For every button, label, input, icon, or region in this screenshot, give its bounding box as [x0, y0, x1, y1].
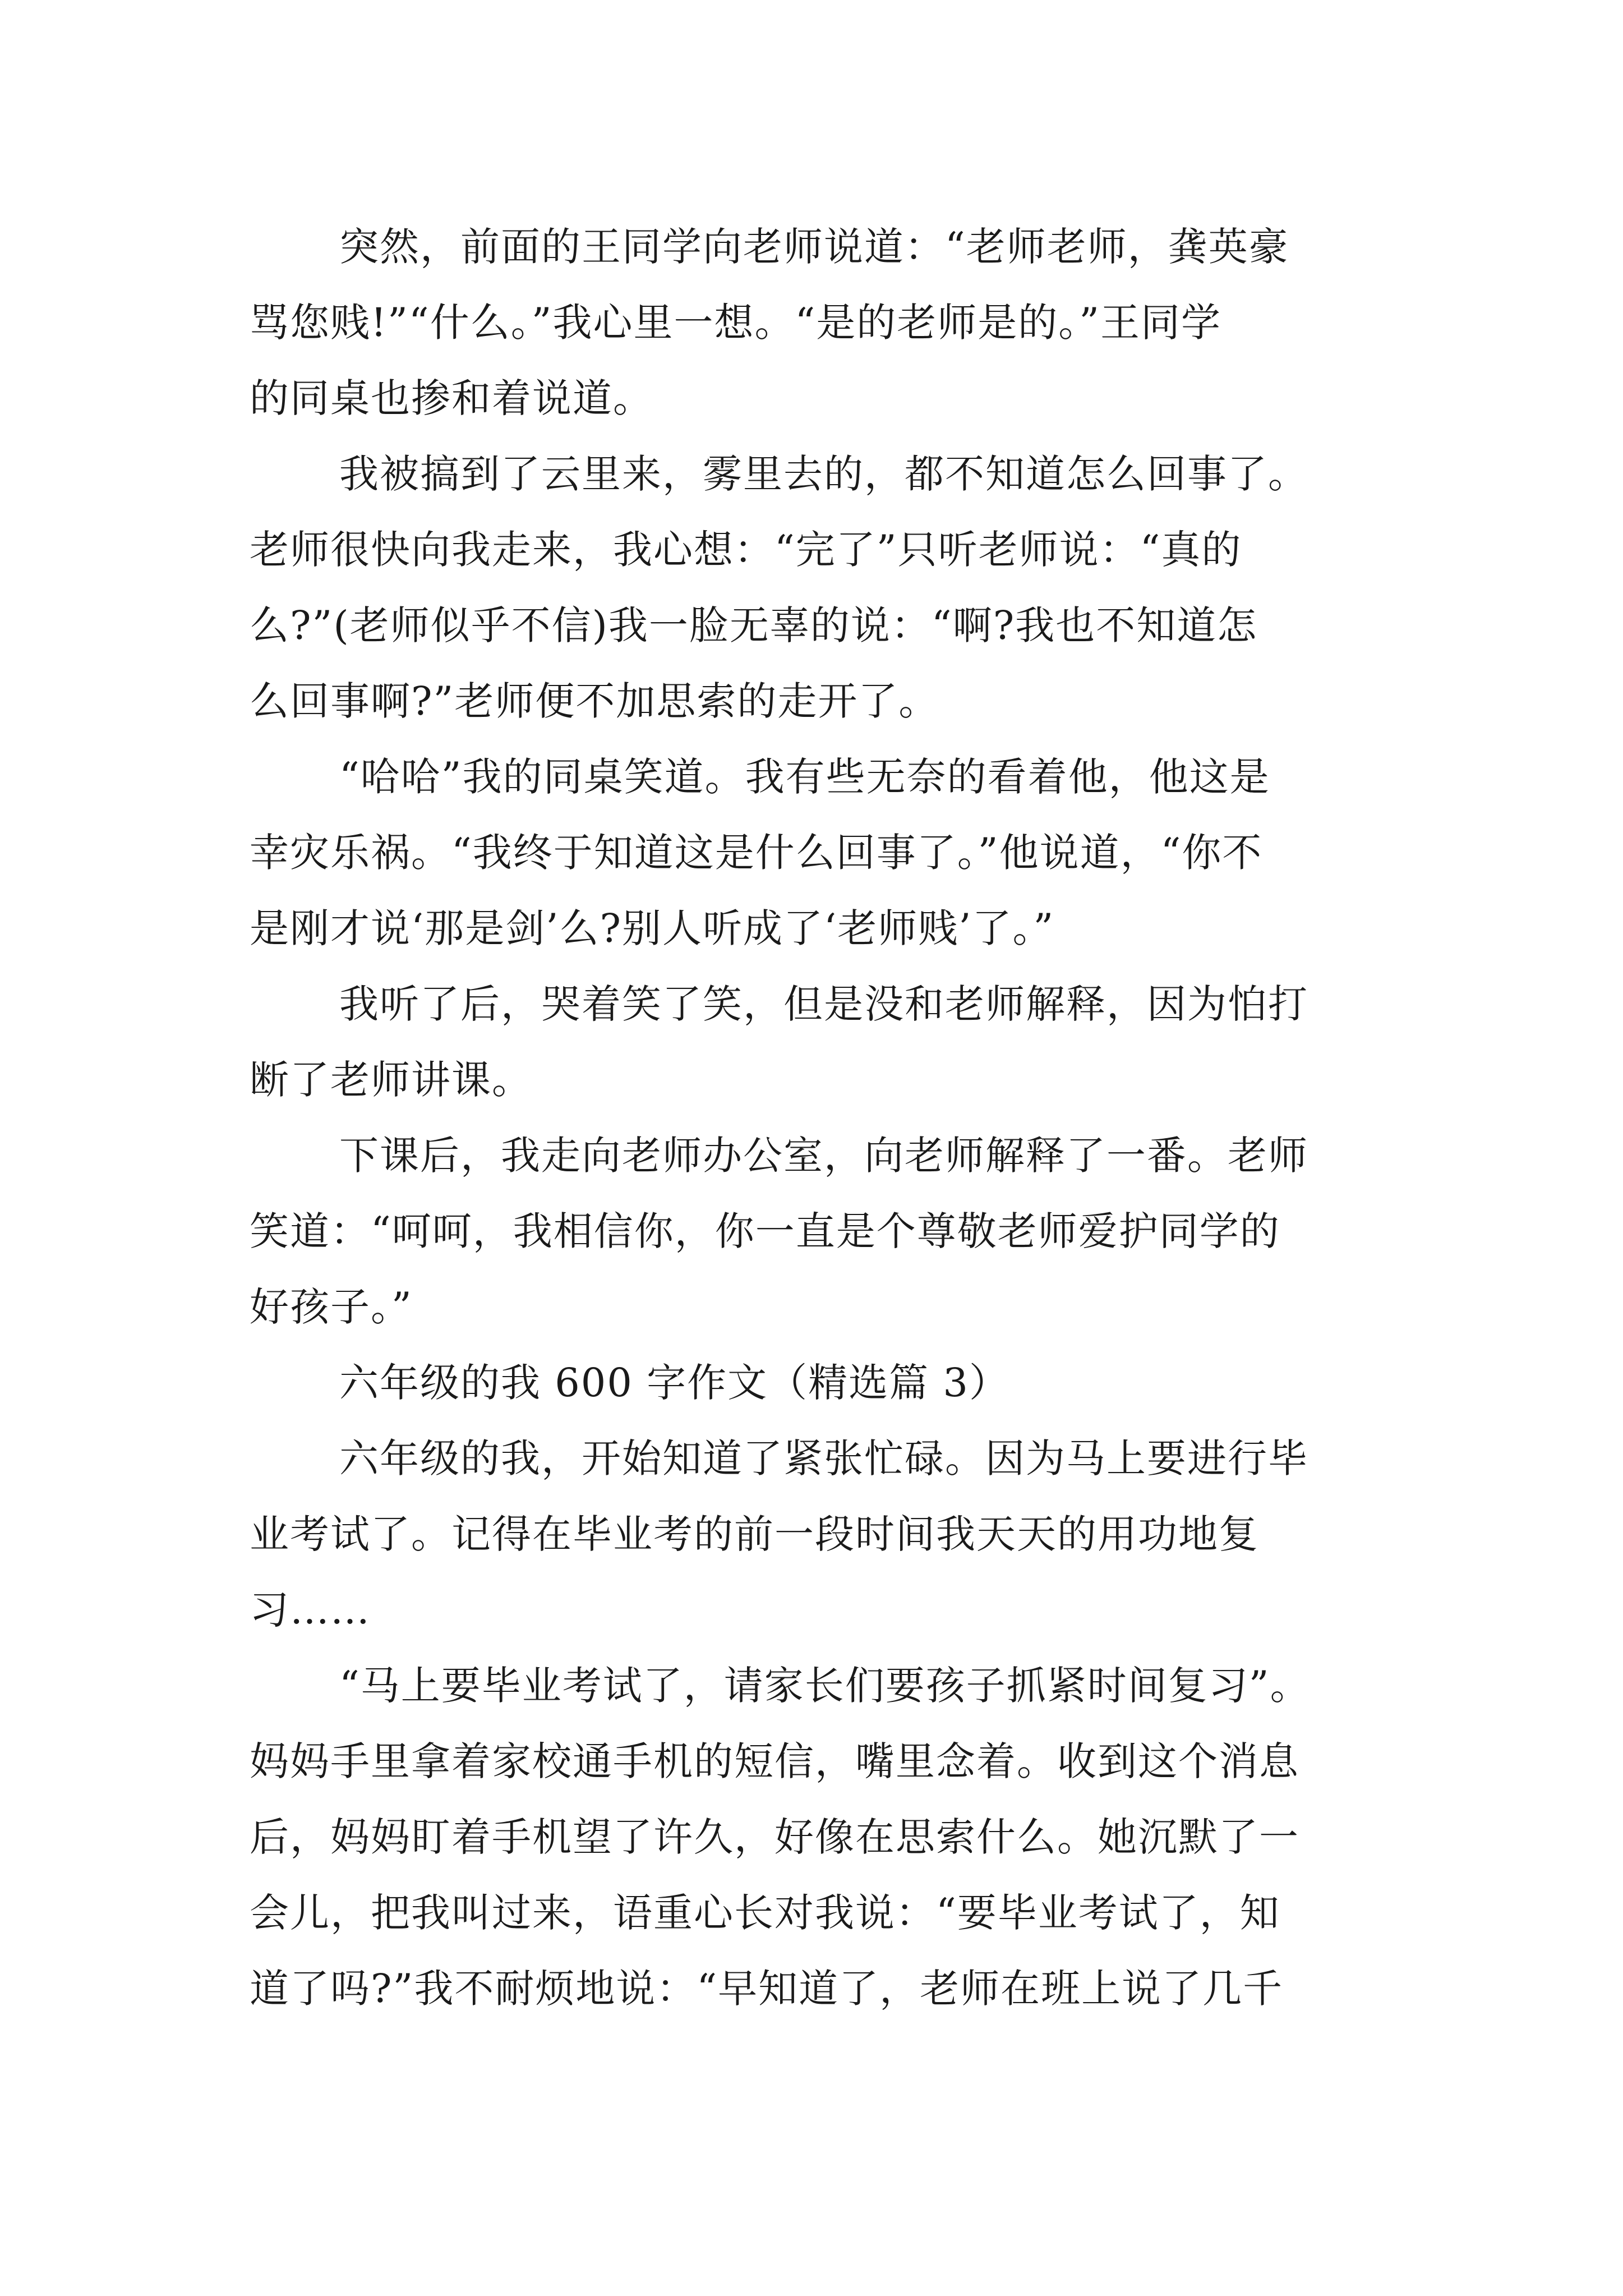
text-line: 么回事啊?”老师便不加思索的走开了。	[250, 678, 939, 724]
text-line: 习……	[250, 1587, 371, 1633]
section-heading: 六年级的我 600 字作文（精选篇 3）	[339, 1360, 1009, 1406]
text-line: 六年级的我，开始知道了紧张忙碌。因为马上要进行毕	[339, 1435, 1308, 1481]
text-line: 妈妈手里拿着家校通手机的短信，嘴里念着。收到这个消息	[250, 1738, 1299, 1784]
text-line: 幸灾乐祸。“我终于知道这是什么回事了。”他说道，“你不	[250, 830, 1263, 876]
text-line: 断了老师讲课。	[250, 1057, 532, 1103]
text-line: 下课后，我走向老师办公室，向老师解释了一番。老师	[339, 1133, 1308, 1179]
text-line: 我听了后，哭着笑了笑，但是没和老师解释，因为怕打	[339, 981, 1308, 1027]
text-line: 的同桌也掺和着说道。	[250, 375, 653, 421]
text-line: 业考试了。记得在毕业考的前一段时间我天天的用功地复	[250, 1511, 1259, 1557]
text-line: 好孩子。”	[250, 1284, 413, 1330]
text-line: 老师很快向我走来，我心想：“完了”只听老师说：“真的	[250, 527, 1242, 573]
text-line: “马上要毕业考试了，请家长们要孩子抓紧时间复习”。	[339, 1663, 1311, 1709]
text-line: 笑道：“呵呵，我相信你，你一直是个尊敬老师爱护同学的	[250, 1208, 1280, 1254]
text-line: 后，妈妈盯着手机望了许久，好像在思索什么。她沉默了一	[250, 1814, 1299, 1860]
text-line: “哈哈”我的同桌笑道。我有些无奈的看着他，他这是	[339, 754, 1270, 800]
text-line: 我被搞到了云里来，雾里去的，都不知道怎么回事了。	[339, 451, 1308, 497]
text-line: 会儿，把我叫过来，语重心长对我说：“要毕业考试了，知	[250, 1890, 1280, 1936]
text-line: 骂您贱!”“什么。”我心里一想。“是的老师是的。”王同学	[250, 300, 1222, 346]
text-line: 么?”(老师似乎不信)我一脸无辜的说：“啊?我也不知道怎	[250, 602, 1258, 648]
text-line: 道了吗?”我不耐烦地说：“早知道了，老师在班上说了几千	[250, 1966, 1284, 2012]
text-line: 是刚才说‘那是剑’么?别人听成了‘老师贱’了。”	[250, 905, 1055, 951]
text-line: 突然，前面的王同学向老师说道：“老师老师，龚英豪	[339, 224, 1289, 270]
